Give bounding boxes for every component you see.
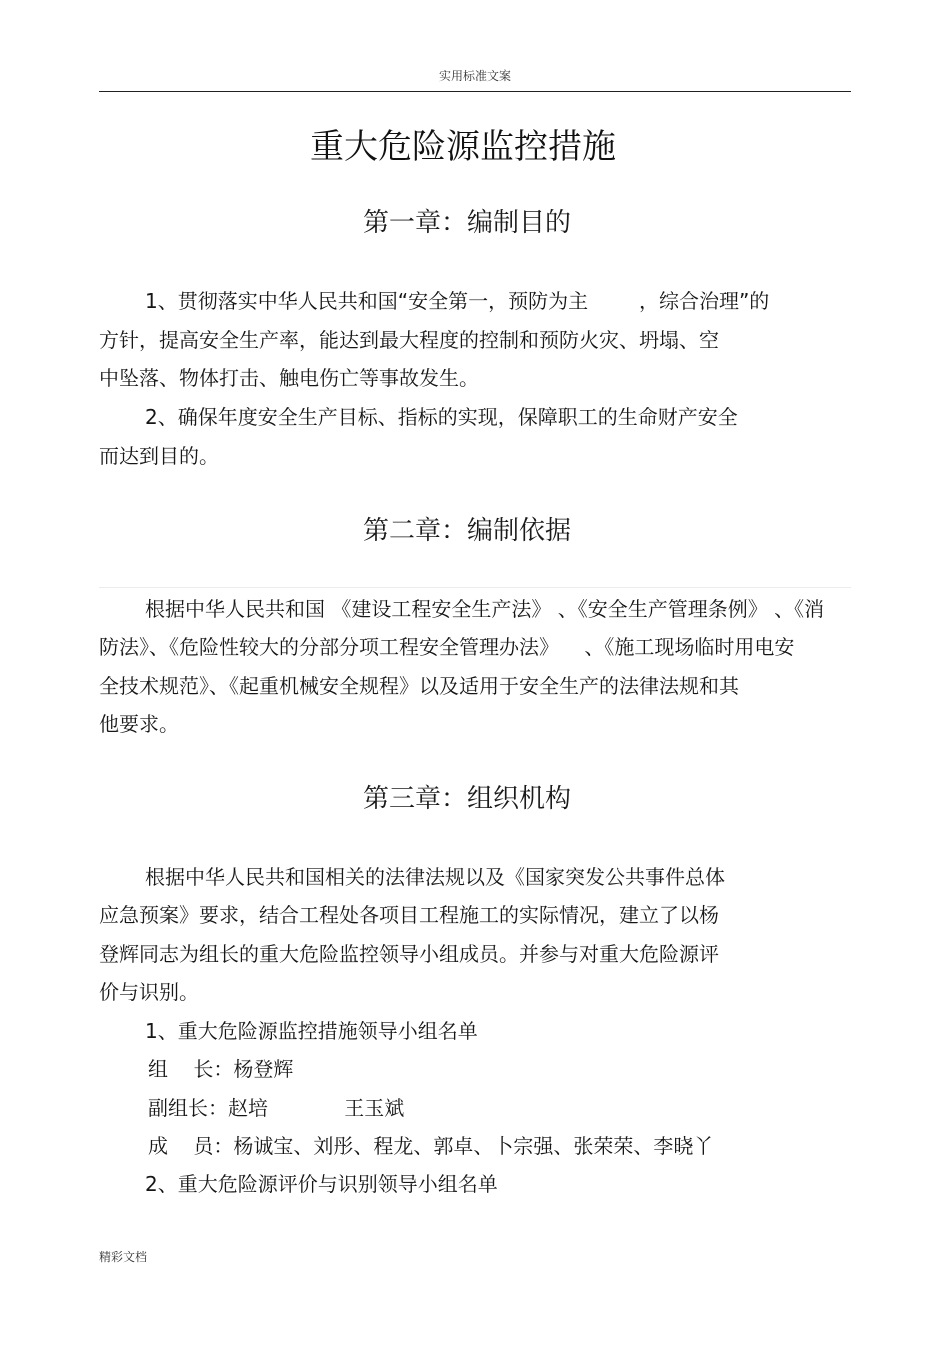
chapter-3-heading: 第三章：组织机构	[362, 784, 571, 814]
document-title: 重大危险源监控措施	[310, 127, 616, 167]
evaluation-list-title: 2、重大危险源评价与识别领导小组名单	[145, 1172, 498, 1196]
members-line: 成 员：杨诚宝、刘彤、程龙、郭卓、卜宗强、张荣荣、李晓丫	[148, 1134, 714, 1158]
section-divider	[99, 587, 851, 588]
chapter-2-line-4: 他要求。	[99, 712, 179, 736]
chapter-2-line-2: 防法》、《危险性较大的分部分项工程安全管理办法》 、《施工现场临时用电安	[99, 635, 795, 659]
page-footer-text: 精彩文档	[99, 1250, 148, 1264]
chapter-3-line-4: 价与识别。	[99, 980, 199, 1004]
chapter-3-line-3: 登辉同志为组长的重大危险监控领导小组成员。并参与对重大危险源评	[99, 942, 719, 966]
page-header-text: 实用标准文案	[438, 69, 511, 83]
chapter-1-paragraph-1-line-1: 1、贯彻落实中华人民共和国“安全第一，预防为主 ，综合治理”的	[145, 289, 770, 313]
chapter-1-heading: 第一章：编制目的	[362, 208, 571, 238]
group-leader-line: 组 长：杨登辉	[148, 1057, 294, 1081]
chapter-2-line-3: 全技术规范》、《起重机械安全规程》以及适用于安全生产的法律法规和其	[99, 674, 739, 698]
chapter-2-heading: 第二章：编制依据	[362, 516, 571, 546]
chapter-1-paragraph-1-line-3: 中坠落、物体打击、触电伤亡等事故发生。	[99, 366, 479, 390]
chapter-3-line-1: 根据中华人民共和国相关的法律法规以及《国家突发公共事件总体	[145, 865, 725, 889]
chapter-1-paragraph-2-line-1: 2、确保年度安全生产目标、指标的实现，保障职工的生命财产安全	[145, 405, 738, 429]
chapter-1-paragraph-1-line-2: 方针，提高安全生产率，能达到最大程度的控制和预防火灾、坍塌、空	[99, 328, 719, 352]
chapter-2-line-1: 根据中华人民共和国 《建设工程安全生产法》 、《安全生产管理条例》 、《消	[145, 597, 825, 621]
deputy-leader-line: 副组长：赵培 王玉斌	[148, 1096, 405, 1120]
leadership-list-title: 1、重大危险源监控措施领导小组名单	[145, 1019, 478, 1043]
header-rule	[99, 91, 851, 92]
chapter-3-line-2: 应急预案》要求，结合工程处各项目工程施工的实际情况，建立了以杨	[99, 903, 719, 927]
chapter-1-paragraph-2-line-2: 而达到目的。	[99, 444, 219, 468]
